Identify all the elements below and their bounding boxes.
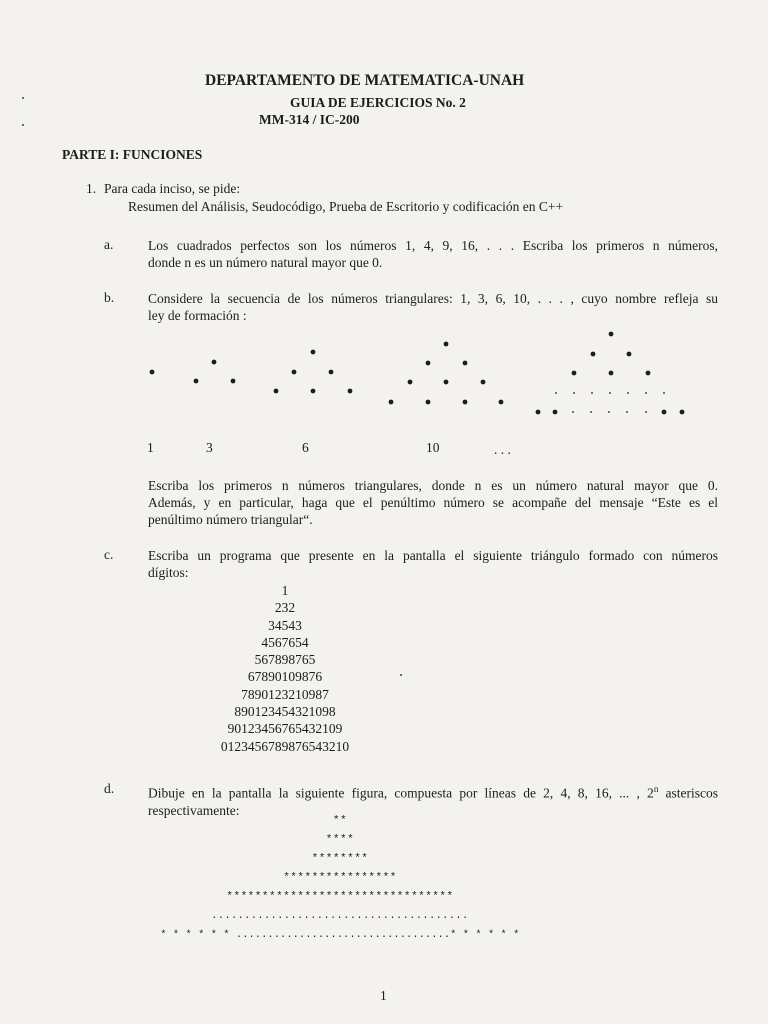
triangle-row: 7890123210987 [241, 686, 329, 702]
item-d-line1 [148, 781, 718, 802]
item-b-paragraph [148, 477, 718, 528]
asterisk-row: ******************************** [226, 891, 454, 903]
triangular-number-6: 6 [302, 440, 309, 455]
item-b-para-line3: penúltimo número triangular“. [148, 512, 313, 527]
document-subtitle: GUIA DE EJERCICIOS No. 2 [290, 95, 466, 110]
exercise-number: 1. [86, 181, 97, 196]
item-b-line2: ley de formación : [148, 308, 247, 323]
item-d-line1-post: asteriscos [658, 785, 718, 801]
scan-speck [22, 97, 24, 99]
scan-speck [400, 674, 402, 676]
asterisk-row: **************** [283, 872, 397, 884]
triangle-row: 4567654 [261, 634, 309, 650]
triangular-dots-figure [0, 320, 768, 440]
item-b-line1: Considere la secuencia de los números triangulares: 1, 3, 6, 10, . . . , cuyo nombre refleja su [148, 291, 718, 306]
item-d-label: d. [104, 781, 115, 796]
scan-speck [22, 124, 24, 126]
item-b-para-line2: Además, y en particular, haga que el penúltimo número se acompañe del mensaje “Este es el [148, 495, 718, 510]
item-d-line1-pre: Dibuje en la pantalla la siguiente figura, compuesta por líneas de 2, 4, 8, 16, ... , 2 [148, 785, 654, 801]
triangle-row: 890123454321098 [234, 704, 336, 720]
triangle-row: 1 [281, 583, 289, 598]
item-b-para-line1: Escriba los primeros n números triangulares, donde n es un número natural mayor que 0. [148, 478, 718, 493]
item-d-line2: respectivamente: [148, 802, 240, 818]
item-a-line2: donde n es un número natural mayor que 0. [148, 255, 383, 270]
course-code: MM-314 / IC-200 [259, 112, 360, 127]
item-a-line1: Los cuadrados perfectos son los números 1, 4, 9, 16, . . . Escriba los primeros n números, [148, 238, 718, 253]
asterisk-row: * * * * * * ..................................* * * * * * [160, 930, 520, 941]
exercise-intro-line2: Resumen del Análisis, Seudocódigo, Prueba de Escritorio y codificación en C++ [128, 199, 564, 214]
item-c-text [148, 547, 718, 581]
triangular-number-3: 3 [206, 440, 213, 455]
triangular-number-1: 1 [147, 440, 154, 455]
document-title: DEPARTAMENTO DE MATEMATICA-UNAH [205, 72, 525, 89]
triangle-row: 0123456789876543210 [220, 738, 350, 754]
triangle-row: 34543 [268, 617, 302, 633]
triangle-row: 67890109876 [247, 669, 323, 685]
asterisk-row: ** [332, 815, 348, 827]
exercise-intro-line1: Para cada inciso, se pide: [104, 181, 241, 196]
item-b-label: b. [104, 290, 115, 305]
item-d-exponent: n [653, 784, 659, 794]
asterisk-figure [140, 812, 540, 945]
item-c-line2: dígitos: [148, 565, 189, 580]
triangle-row: 90123456765432109 [227, 721, 343, 737]
triangle-row: 232 [274, 600, 296, 616]
triangular-number-ellipsis: . . . [494, 442, 511, 457]
item-c-label: c. [104, 547, 114, 562]
asterisk-row: ....................................... [211, 911, 469, 922]
item-c-line1: Escriba un programa que presente en la pantalla el siguiente triángulo formado con números [148, 548, 718, 563]
triangle-row: 567898765 [254, 652, 316, 668]
asterisk-row: ******** [311, 853, 369, 865]
number-triangle [210, 582, 360, 755]
item-a-label: a. [104, 237, 114, 252]
page-number: 1 [380, 988, 387, 1003]
part-heading: PARTE I: FUNCIONES [62, 147, 203, 162]
asterisk-row: **** [325, 834, 355, 846]
triangular-number-10: 10 [426, 440, 440, 455]
item-b-text [148, 290, 718, 324]
item-a-text [148, 237, 718, 271]
